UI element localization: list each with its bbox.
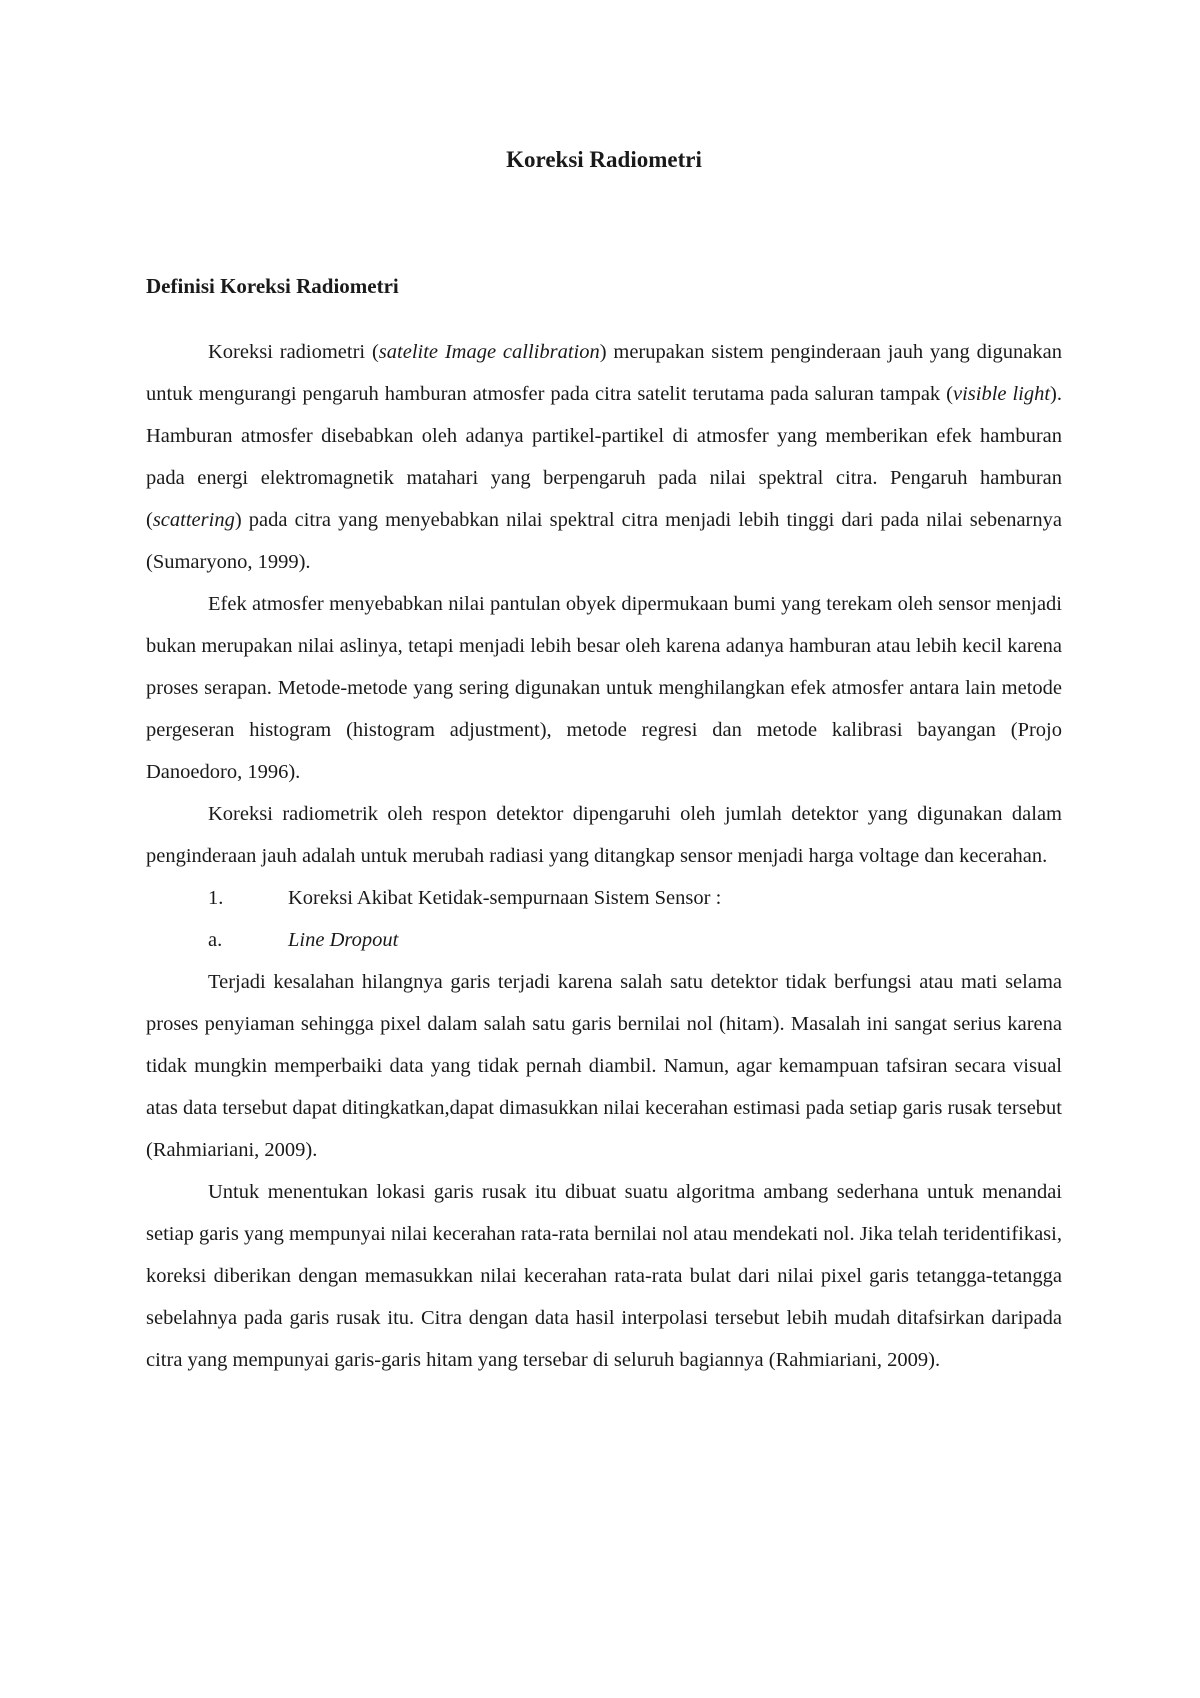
section-heading: Definisi Koreksi Radiometri [146,274,399,298]
italic-term: visible light [952,383,1051,405]
document-page [146,140,1062,1371]
paragraph-text: ) pada citra yang menyebabkan nilai spektral citra menjadi lebih tinggi dari pada nilai sebenarnya (Sumaryono, 1999). [146,509,1062,573]
paragraph-threshold-algorithm: Untuk menentukan lokasi garis rusak itu dibuat suatu algoritma ambang sederhana untuk menandai setiap garis yang mempunyai nilai kecerahan rata-rata bernilai nol atau mendekati nol. Jika telah teridentifikasi, koreksi diberikan dengan memasukkan nilai kecerahan rata-rata bulat dari nilai pixel garis tetangga-tetangga sebelahnya pada garis rusak itu. Citra dengan data hasil interpolasi tersebut lebih mudah ditafsirkan daripada citra yang mempunyai garis-garis hitam yang tersebar di seluruh bagiannya (Rahmiariani, 2009). [146,1181,1062,1371]
list-number: a. [208,929,223,951]
list-text: Line Dropout [288,929,399,951]
list-item-sensor-correction [146,877,1062,919]
italic-term: satelite Image callibration [378,341,600,363]
list-item-line-dropout [146,919,1062,961]
list-text: Koreksi Akibat Ketidak-sempurnaan Sistem Sensor : [288,887,722,909]
document-title: Koreksi Radiometri [506,147,702,172]
italic-term: scattering [152,509,235,531]
paragraph-detector-response: Koreksi radiometrik oleh respon detektor dipengaruhi oleh jumlah detektor yang digunakan dalam penginderaan jauh adalah untuk merubah radiasi yang ditangkap sensor menjadi harga voltage dan kecerahan. [146,803,1062,867]
document-body [146,331,1062,1381]
list-number: 1. [208,887,224,909]
paragraph-text: ) merupakan sistem penginderaan jauh yang digunakan untuk mengurangi pengaruh hamburan atmosfer pada citra satelit terutama pada saluran tampak ( [146,341,1062,405]
paragraph-definition [146,331,1062,583]
paragraph-line-dropout: Terjadi kesalahan hilangnya garis terjadi karena salah satu detektor tidak berfungsi atau mati selama proses penyiaman sehingga pixel dalam salah satu garis bernilai nol (hitam). Masalah ini sangat serius karena tidak mungkin memperbaiki data yang tidak pernah diambil. Namun, agar kemampuan tafsiran secara visual atas data tersebut dapat ditingkatkan,dapat dimasukkan nilai kecerahan estimasi pada setiap garis rusak tersebut (Rahmiariani, 2009). [146,971,1062,1161]
paragraph-text: ). Hamburan atmosfer disebabkan oleh adanya partikel-partikel di atmosfer yang memberikan efek hamburan pada energi elektromagnetik matahari yang berpengaruh pada nilai spektral citra. Pengaruh hamburan ( [146,383,1062,531]
paragraph-text: Koreksi radiometri ( [208,341,379,363]
paragraph-atmospheric-effect: Efek atmosfer menyebabkan nilai pantulan obyek dipermukaan bumi yang terekam oleh sensor menjadi bukan merupakan nilai aslinya, tetapi menjadi lebih besar oleh karena adanya hamburan atau lebih kecil karena proses serapan. Metode-metode yang sering digunakan untuk menghilangkan efek atmosfer antara lain metode pergeseran histogram (histogram adjustment), metode regresi dan metode kalibrasi bayangan (Projo Danoedoro, 1996). [146,593,1062,783]
